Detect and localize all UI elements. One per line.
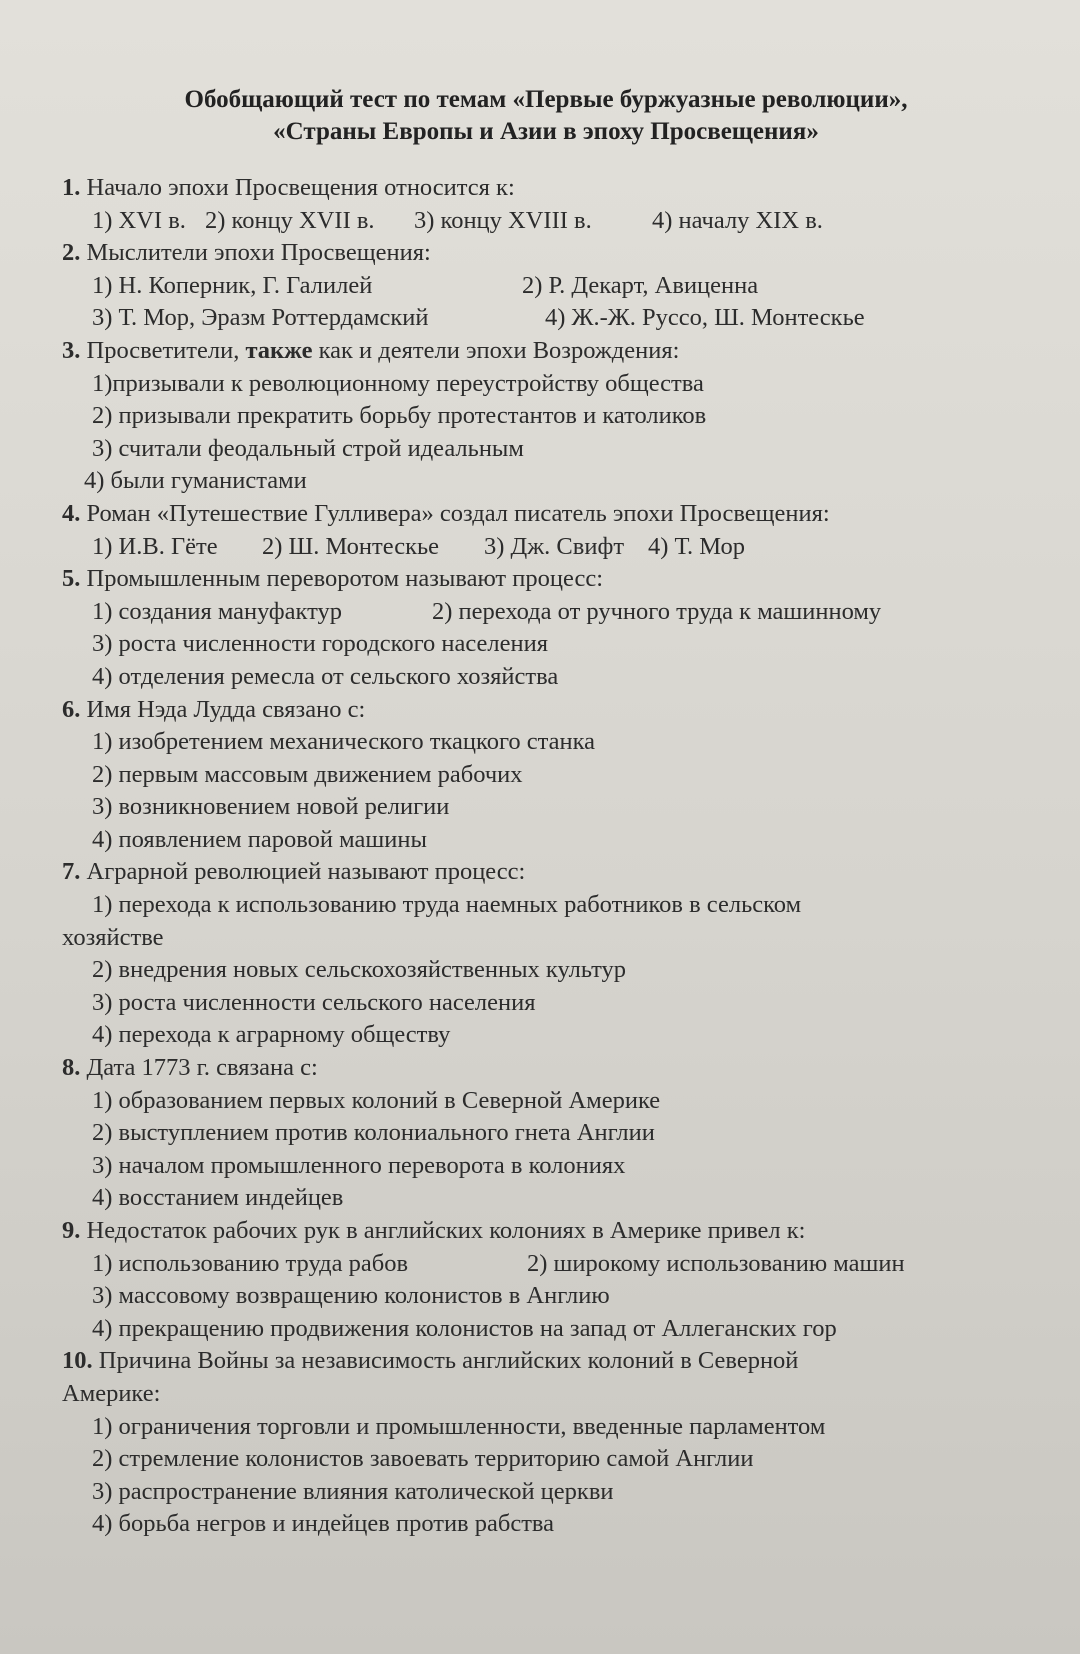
options-row — [62, 531, 1030, 564]
option-2: 2) Р. Декарт, Авиценна — [522, 271, 759, 299]
option-4: 4) Т. Мор — [648, 532, 745, 560]
option-2: 2) перехода от ручного труда к машинному — [432, 597, 882, 625]
option-4: 4) перехода к аграрному обществу — [92, 1021, 451, 1049]
option-2: 2) стремление колонистов завоевать территорию самой Англии — [92, 1445, 754, 1473]
option-3: 3) возникновением новой религии — [92, 793, 450, 821]
question-stem: Аграрной революцией называют процесс: — [86, 858, 526, 886]
option-1-continuation: хозяйстве — [62, 923, 164, 951]
option-2: 2) первым массовым движением рабочих — [92, 760, 523, 788]
option-3: 3) роста численности городского населения — [92, 630, 549, 658]
option-1: 1) изобретением механического ткацкого станка — [92, 728, 596, 756]
question-stem: Причина Войны за независимость английских колоний в Северной — [98, 1347, 799, 1375]
option-2: 2) призывали прекратить борьбу протестантов и католиков — [92, 402, 707, 430]
question-number: 3. — [62, 336, 81, 364]
title-line-2: «Страны Европы и Азии в эпоху Просвещения» — [273, 118, 819, 145]
options-row — [62, 596, 1030, 629]
question-stem-continuation: Америке: — [62, 1379, 161, 1407]
question-stem: Дата 1773 г. связана с: — [86, 1054, 318, 1082]
question-4 — [62, 498, 1030, 563]
question-10 — [62, 1345, 1030, 1541]
options-row — [62, 302, 1030, 335]
option-3: 3) Дж. Свифт — [484, 532, 625, 560]
option-2: 2) выступлением против колониального гнета Англии — [92, 1119, 655, 1147]
title-line-1: Обобщающий тест по темам «Первые буржуазные революции», — [184, 86, 908, 113]
options-row — [62, 270, 1030, 303]
question-9 — [62, 1215, 1030, 1345]
question-3 — [62, 335, 1030, 498]
options-row — [62, 205, 1030, 238]
question-stem-part-a: Просветители, — [86, 336, 240, 364]
option-3: 3) началом промышленного переворота в колониях — [92, 1151, 626, 1179]
question-number: 5. — [62, 565, 81, 593]
option-4: 4) Ж.-Ж. Руссо, Ш. Монтескье — [545, 304, 865, 332]
option-1: 1) образованием первых колоний в Северной Америке — [92, 1086, 661, 1114]
option-3: 3) считали феодальный строй идеальным — [92, 434, 524, 462]
test-title — [62, 84, 1030, 148]
question-stem: Начало эпохи Просвещения относится к: — [86, 174, 515, 201]
question-8 — [62, 1052, 1030, 1215]
option-4: 4) были гуманистами — [84, 467, 307, 495]
option-4: 4) борьба негров и индейцев против рабства — [92, 1510, 555, 1538]
option-1: 1) создания мануфактур — [92, 597, 343, 625]
option-4: 4) прекращению продвижения колонистов на запад от Аллеганских гор — [92, 1314, 837, 1342]
question-stem: Недостаток рабочих рук в английских колониях в Америке привел к: — [86, 1217, 806, 1244]
option-1: 1)призывали к революционному переустройству общества — [92, 369, 704, 397]
question-7 — [62, 856, 1030, 1052]
option-1: 1) ограничения торговли и промышленности, введенные парламентом — [92, 1412, 826, 1440]
question-stem: Имя Нэда Лудда связано с: — [86, 695, 366, 723]
option-4: 4) восстанием индейцев — [92, 1184, 344, 1212]
option-1: 1) И.В. Гёте — [92, 532, 218, 560]
option-1: 1) перехода к использованию труда наемных работников в сельском — [92, 891, 802, 919]
question-number: 2. — [62, 239, 81, 267]
option-3: 3) Т. Мор, Эразм Роттердамский — [92, 304, 429, 332]
option-2: 2) внедрения новых сельскохозяйственных культур — [92, 956, 626, 984]
option-1: 1) Н. Коперник, Г. Галилей — [92, 271, 373, 299]
question-1 — [62, 172, 1030, 237]
option-2: 2) Ш. Монтескье — [262, 532, 440, 560]
option-4: 4) отделения ремесла от сельского хозяйства — [92, 662, 559, 690]
question-2 — [62, 237, 1030, 335]
option-4: 4) началу XIX в. — [652, 206, 823, 234]
question-number: 10. — [62, 1347, 93, 1375]
question-stem: Роман «Путешествие Гулливера» создал писатель эпохи Просвещения: — [86, 499, 830, 527]
question-stem-emphasis: также — [245, 336, 313, 364]
question-stem: Мыслители эпохи Просвещения: — [86, 239, 431, 267]
option-4: 4) появлением паровой машины — [92, 825, 427, 853]
option-2: 2) концу XVII в. — [205, 206, 375, 234]
question-stem: Промышленным переворотом называют процесс: — [86, 565, 604, 593]
question-number: 7. — [62, 858, 81, 886]
option-3: 3) концу XVIII в. — [414, 206, 592, 234]
question-number: 6. — [62, 695, 81, 723]
options-row — [62, 1248, 1030, 1281]
question-number: 8. — [62, 1054, 81, 1082]
question-5 — [62, 563, 1030, 693]
question-6 — [62, 694, 1030, 857]
question-number: 9. — [62, 1217, 81, 1244]
option-1: 1) XVI в. — [92, 206, 186, 234]
option-2: 2) широкому использованию машин — [527, 1249, 905, 1277]
question-number: 4. — [62, 499, 81, 527]
question-stem-part-c: как и деятели эпохи Возрождения: — [318, 336, 680, 364]
option-3: 3) массовому возвращению колонистов в Англию — [92, 1282, 610, 1310]
option-1: 1) использованию труда рабов — [92, 1249, 409, 1277]
option-3: 3) распространение влияния католической церкви — [92, 1477, 614, 1505]
question-number: 1. — [62, 174, 81, 201]
option-3: 3) роста численности сельского населения — [92, 988, 536, 1016]
